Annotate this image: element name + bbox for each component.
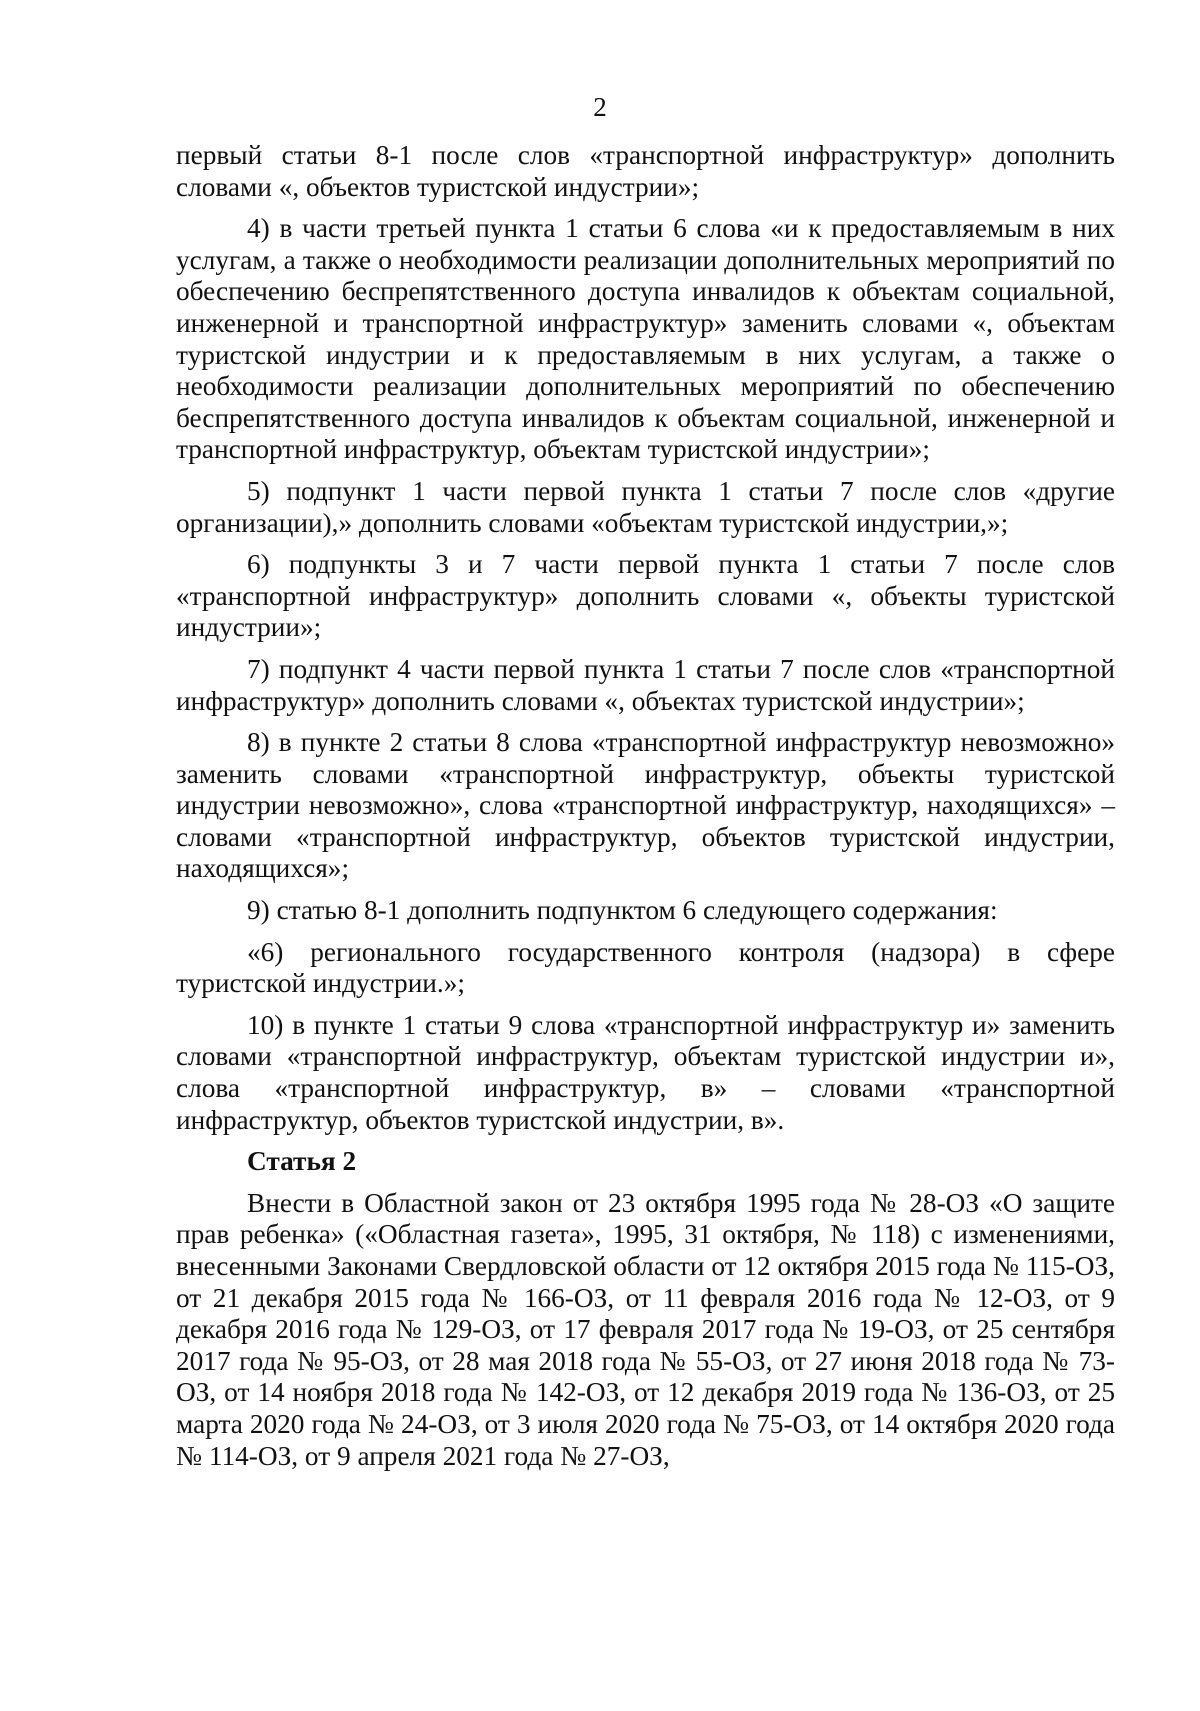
paragraph-item-5: 5) подпункт 1 части первой пункта 1 статьи 7 после слов «другие организации),» дополнить словами «объектам туристской индустрии,»; <box>176 475 1115 538</box>
paragraph-quoted-subitem-6: «6) регионального государственного контроля (надзора) в сфере туристской индустрии.»; <box>176 936 1115 999</box>
paragraph-item-4: 4) в части третьей пункта 1 статьи 6 слова «и к предоставляемым в них услугам, а также о необходимости реализации дополнительных мероприятий по обеспечению беспрепятственного доступа инвалидов к объектам социальной, инженерной и транспортной инфраструктур» заменить словами «, объектам туристской индустрии и к предоставляемым в них услугам, а также о необходимости реализации дополнительных мероприятий по обеспечению беспрепятственного доступа инвалидов к объектам социальной, инженерной и транспортной инфраструктур, объектам туристской индустрии»; <box>176 213 1115 465</box>
paragraph-continuation: первый статьи 8-1 после слов «транспортной инфраструктур» дополнить словами «, объектов туристской индустрии»; <box>176 140 1115 202</box>
article-paragraph: Внести в Областной закон от 23 октября 1995 года № 28-ОЗ «О защите прав ребенка» («Областная газета», 1995, 31 октября, № 118) с изменениями, внесенными Законами Свердловской области от 12 октября 2015 года № 115-ОЗ, от 21 декабря 2015 года № 166-ОЗ, от 11 февраля 2016 года № 12-ОЗ, от 9 декабря 2016 года № 129-ОЗ, от 17 февраля 2017 года № 19-ОЗ, от 25 сентября 2017 года № 95-ОЗ, от 28 мая 2018 года № 55-ОЗ, от 27 июня 2018 года № 73-ОЗ, от 14 ноября 2018 года № 142-ОЗ, от 12 декабря 2019 года № 136-ОЗ, от 25 марта 2020 года № 24-ОЗ, от 3 июля 2020 года № 75-ОЗ, от 14 октября 2020 года № 114-ОЗ, от 9 апреля 2021 года № 27-ОЗ, <box>176 1187 1115 1471</box>
paragraph-item-6: 6) подпункты 3 и 7 части первой пункта 1 статьи 7 после слов «транспортной инфраструктур» дополнить словами «, объекты туристской индустрии»; <box>176 549 1115 643</box>
page-number: 2 <box>593 92 607 122</box>
paragraph-item-9: 9) статью 8-1 дополнить подпунктом 6 следующего содержания: <box>247 895 998 926</box>
document-body <box>176 140 1115 1482</box>
paragraph-item-10: 10) в пункте 1 статьи 9 слова «транспортной инфраструктур и» заменить словами «транспортной инфраструктур, объектам туристской индустрии и», слова «транспортной инфраструктур, в» – словами «транспортной инфраструктур, объектов туристской индустрии, в». <box>176 1009 1115 1135</box>
article-heading: Статья 2 <box>247 1146 357 1177</box>
paragraph-item-8: 8) в пункте 2 статьи 8 слова «транспортной инфраструктур невозможно» заменить словами «транспортной инфраструктур, объекты туристской индустрии невозможно», слова «транспортной инфраструктур, находящихся» – словами «транспортной инфраструктур, объектов туристской индустрии, находящихся»; <box>176 727 1115 884</box>
paragraph-item-7: 7) подпункт 4 части первой пункта 1 статьи 7 после слов «транспортной инфраструктур» дополнить словами «, объектах туристской индустрии»; <box>176 653 1115 716</box>
